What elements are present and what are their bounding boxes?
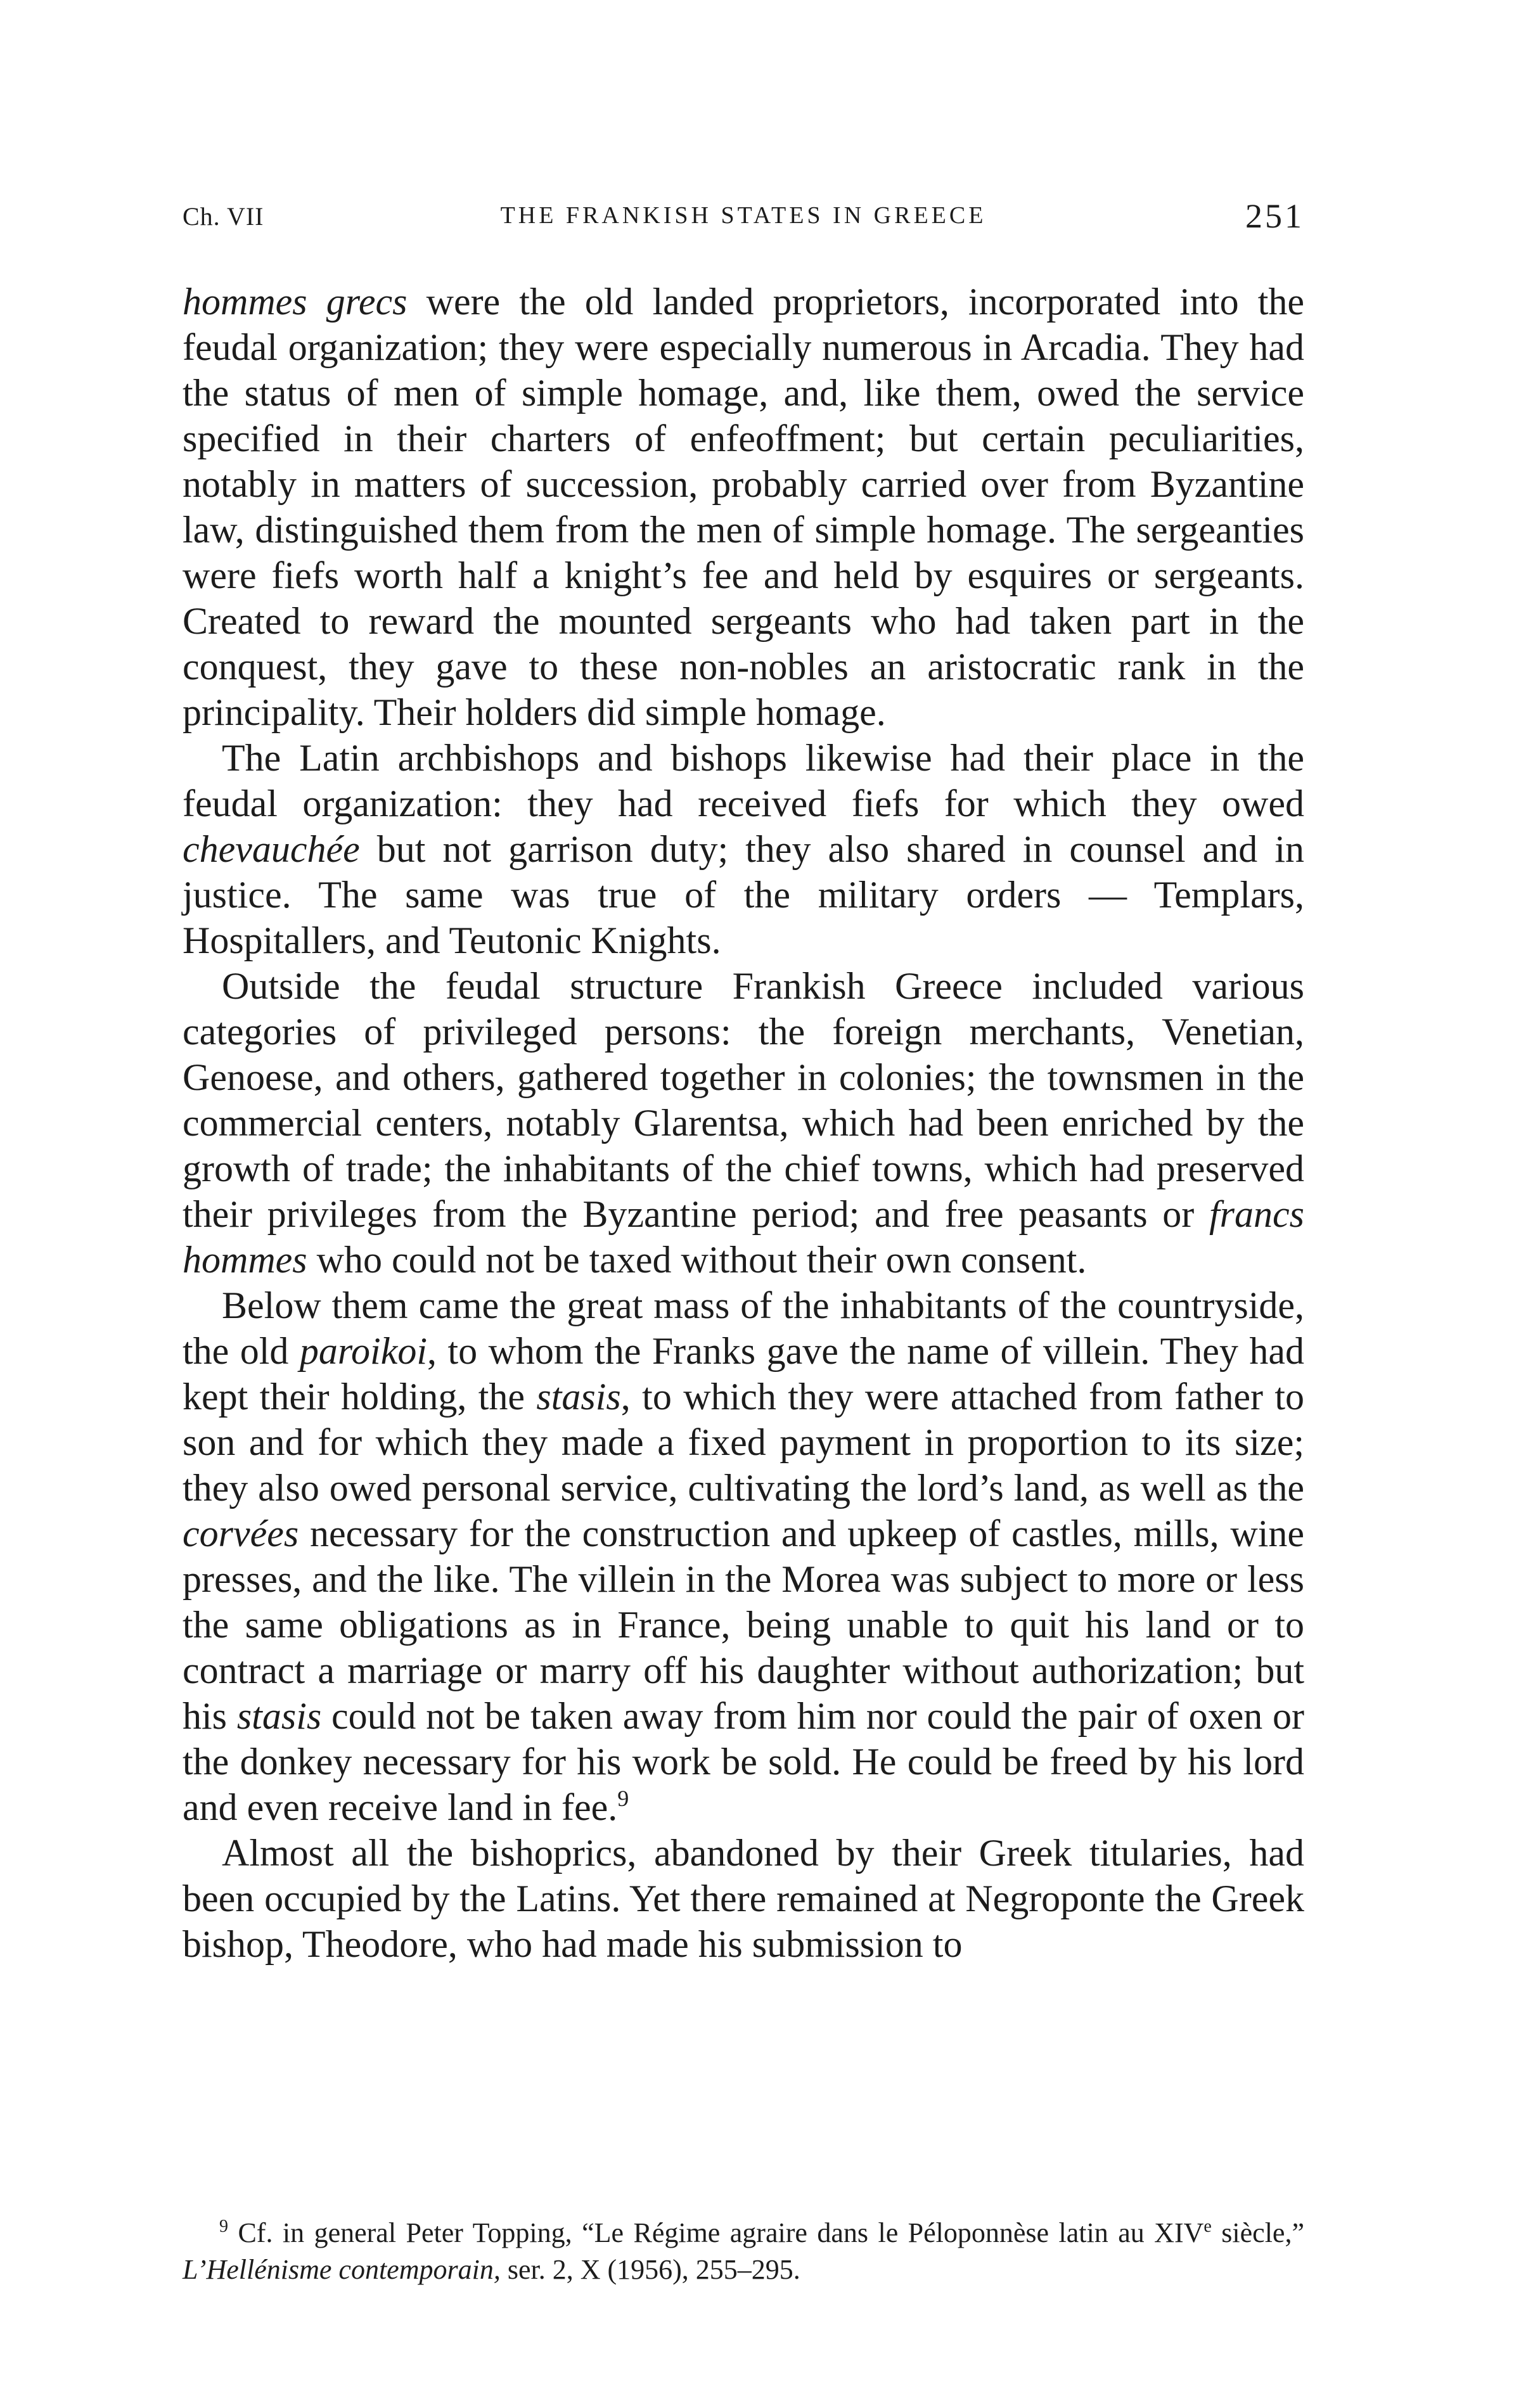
- text-run: but not garrison duty; they also shared in counsel and in justice. The same was true of the military orders — Templars, Hospitallers, and Teutonic Knights.: [183, 828, 1304, 961]
- body-text: [183, 279, 1304, 1967]
- italic-term: stasis: [236, 1695, 322, 1737]
- italic-title: L’Hellénisme contemporain,: [183, 2254, 501, 2285]
- text-run: Below them came the great mass of the inhabitants of the countryside, the old: [183, 1284, 1304, 1372]
- italic-term: francs hommes: [183, 1193, 1304, 1281]
- text-run: ser. 2, X (1956), 255–295.: [500, 2254, 800, 2285]
- text-run: Cf. in general Peter Topping, “Le Régime agraire dans le Péloponnèse latin au XIV: [228, 2217, 1204, 2248]
- text-run: could not be taken away from him nor could the pair of oxen or the donkey necessary for his work be sold. He could be freed by his lord and even receive land in fee.: [183, 1695, 1304, 1828]
- italic-term: hommes grecs: [183, 281, 408, 323]
- text-run: , to whom the Franks gave the name of villein. They had kept their holding, the: [183, 1330, 1304, 1418]
- italic-term: chevauchée: [183, 828, 360, 870]
- running-title: THE FRANKISH STATES IN GREECE: [500, 202, 987, 229]
- paragraph-3: [183, 963, 1304, 1283]
- superscript: e: [1203, 2217, 1212, 2236]
- footnote-reference: 9: [617, 1786, 629, 1811]
- paragraph-4: [183, 1283, 1304, 1830]
- text-run: The Latin archbishops and bishops likewise had their place in the feudal organization: they had received fiefs for which they owed: [183, 737, 1304, 824]
- running-header: [183, 197, 1304, 240]
- text-run: were the old landed proprietors, incorporated into the feudal organization; they were especially numerous in Arcadia. They had the status of men of simple homage, and, like them, owed the service specified in their charters of enfeoffment; but certain peculiarities, notably in matters of succession, probably carried over from Byzantine law, distinguished them from the men of simple homage. The sergeanties were fiefs worth half a knight’s fee and held by esquires or sergeants. Created to reward the mounted sergeants who had taken part in the conquest, they gave to these non-nobles an aristocratic rank in the principality. Their holders did simple homage.: [183, 281, 1305, 733]
- paragraph-5: [183, 1830, 1304, 1967]
- paragraph-1: [183, 279, 1304, 735]
- page-number: 251: [1245, 197, 1304, 235]
- footnote-marker: 9: [219, 2217, 228, 2236]
- text-run: necessary for the construction and upkeep of castles, mills, wine presses, and the like. The villein in the Morea was subject to more or less the same obligations as in France, being unable to quit his land or to contract a marriage or marry off his daughter without authorization; but his: [183, 1513, 1304, 1737]
- italic-term: stasis: [536, 1376, 621, 1418]
- text-run: Almost all the bishoprics, abandoned by their Greek titularies, had been occupied by the Latins. Yet there remained at Negroponte the Greek bishop, Theodore, who had made his submission to: [183, 1832, 1304, 1965]
- footnote: [183, 2215, 1304, 2288]
- paragraph-2: [183, 735, 1304, 963]
- text-run: , to which they were attached from father to son and for which they made a fixed payment in proportion to its size; they also owed personal service, cultivating the lord’s land, as well as the: [183, 1376, 1304, 1509]
- text-run: who could not be taxed without their own consent.: [307, 1239, 1087, 1281]
- text-run: Outside the feudal structure Frankish Greece included various categories of privileged persons: the foreign merchants, Venetian, Genoese, and others, gathered together in colonies; the townsmen in the commercial centers, notably Glarentsa, which had been enriched by the growth of trade; the inhabitants of the chief towns, which had preserved their privileges from the Byzantine period; and free peasants or: [183, 965, 1304, 1235]
- chapter-label: Ch. VII: [183, 202, 264, 231]
- italic-term: paroikoi: [299, 1330, 427, 1372]
- italic-term: corvées: [183, 1513, 299, 1554]
- text-run: siècle,”: [1211, 2217, 1304, 2248]
